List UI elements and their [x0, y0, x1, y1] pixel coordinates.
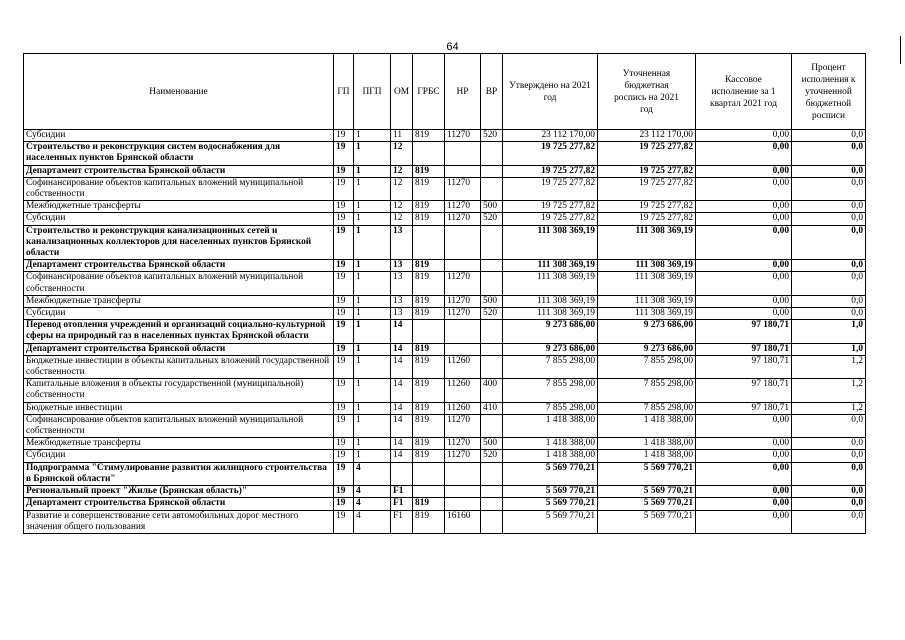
cell-pgp: 1: [354, 379, 391, 402]
cell-refined: 9 273 686,00: [598, 343, 696, 355]
cell-gp: 19: [334, 130, 354, 142]
cell-pgp: 1: [354, 295, 391, 307]
cell-gp: 19: [334, 272, 354, 295]
cell-cash: 0,00: [696, 260, 792, 272]
cell-approved: 111 308 369,19: [503, 295, 598, 307]
cell-vr: 500: [481, 201, 503, 213]
cell-name: Субсидии: [24, 308, 334, 320]
cell-np: [445, 498, 481, 510]
cell-vr: 500: [481, 295, 503, 307]
cell-om: [391, 462, 413, 485]
header-om: ОМ: [391, 54, 413, 130]
header-grbs: ГРБС: [413, 54, 445, 130]
cell-cash: 0,00: [696, 414, 792, 437]
cell-gp: 19: [334, 142, 354, 165]
cell-approved: 1 418 388,00: [503, 414, 598, 437]
cell-percent: 0,0: [792, 142, 866, 165]
cell-np: [445, 343, 481, 355]
cell-vr: [481, 165, 503, 177]
cell-refined: 19 725 277,82: [598, 165, 696, 177]
cell-cash: 0,00: [696, 201, 792, 213]
cell-approved: 5 569 770,21: [503, 498, 598, 510]
cell-pgp: 1: [354, 142, 391, 165]
cell-name: Строительство и реконструкция канализационных сетей и канализационных коллекторов для населенных пунктов Брянской области: [24, 225, 334, 260]
cell-gp: 19: [334, 379, 354, 402]
cell-percent: 1,2: [792, 402, 866, 414]
cell-pgp: 1: [354, 438, 391, 450]
cell-cash: 0,00: [696, 272, 792, 295]
table-row: [24, 177, 866, 200]
cell-grbs: [413, 462, 445, 485]
cell-grbs: 819: [413, 130, 445, 142]
cell-np: 11260: [445, 379, 481, 402]
cell-vr: 400: [481, 379, 503, 402]
cell-vr: [481, 486, 503, 498]
cell-np: [445, 142, 481, 165]
header-vr: ВР: [481, 54, 503, 130]
cell-cash: 0,00: [696, 450, 792, 462]
cell-gp: 19: [334, 510, 354, 533]
cell-refined: 5 569 770,21: [598, 498, 696, 510]
cell-gp: 19: [334, 177, 354, 200]
cell-om: 12: [391, 142, 413, 165]
cell-name: Межбюджетные трансферты: [24, 295, 334, 307]
cell-approved: 5 569 770,21: [503, 486, 598, 498]
cell-pgp: 4: [354, 486, 391, 498]
cell-om: F1: [391, 510, 413, 533]
cell-cash: 0,00: [696, 213, 792, 225]
cell-pgp: 1: [354, 414, 391, 437]
cell-vr: [481, 462, 503, 485]
cell-name: Субсидии: [24, 130, 334, 142]
cell-approved: 9 273 686,00: [503, 343, 598, 355]
cell-refined: 111 308 369,19: [598, 260, 696, 272]
cell-grbs: [413, 320, 445, 343]
cell-grbs: 819: [413, 438, 445, 450]
cell-grbs: 819: [413, 402, 445, 414]
cell-np: 11270: [445, 201, 481, 213]
cell-approved: 111 308 369,19: [503, 260, 598, 272]
cell-cash: 97 180,71: [696, 320, 792, 343]
cell-np: 11260: [445, 402, 481, 414]
cell-gp: 19: [334, 295, 354, 307]
cell-name: Софинансирование объектов капитальных вложений муниципальной собственности: [24, 414, 334, 437]
cell-refined: 111 308 369,19: [598, 225, 696, 260]
cell-vr: [481, 498, 503, 510]
cell-gp: 19: [334, 320, 354, 343]
table-row: [24, 295, 866, 307]
cell-pgp: 1: [354, 225, 391, 260]
cell-pgp: 1: [354, 130, 391, 142]
edge-mark: [900, 36, 901, 64]
cell-np: 11270: [445, 308, 481, 320]
cell-np: 11270: [445, 295, 481, 307]
cell-name: Межбюджетные трансферты: [24, 201, 334, 213]
cell-percent: 0,0: [792, 295, 866, 307]
cell-grbs: [413, 486, 445, 498]
table-row: [24, 438, 866, 450]
cell-cash: 97 180,71: [696, 379, 792, 402]
cell-refined: 5 569 770,21: [598, 462, 696, 485]
header-refined: Уточненная бюджетная роспись на 2021 год: [598, 54, 696, 130]
cell-grbs: 819: [413, 343, 445, 355]
cell-percent: 0,0: [792, 201, 866, 213]
cell-om: F1: [391, 486, 413, 498]
cell-np: 11270: [445, 450, 481, 462]
cell-name: Субсидии: [24, 450, 334, 462]
cell-np: 11270: [445, 272, 481, 295]
cell-np: [445, 462, 481, 485]
cell-name: Строительство и реконструкция систем водоснабжения для населенных пунктов Брянской области: [24, 142, 334, 165]
cell-pgp: 1: [354, 213, 391, 225]
cell-om: 14: [391, 438, 413, 450]
cell-approved: 23 112 170,00: [503, 130, 598, 142]
cell-np: 11270: [445, 213, 481, 225]
cell-approved: 111 308 369,19: [503, 272, 598, 295]
cell-name: Подпрограмма "Стимулирование развития жилищного строительства в Брянской области": [24, 462, 334, 485]
cell-om: 12: [391, 165, 413, 177]
table-row: [24, 486, 866, 498]
cell-refined: 19 725 277,82: [598, 213, 696, 225]
cell-np: 11260: [445, 355, 481, 378]
cell-name: Региональный проект "Жилье (Брянская область)": [24, 486, 334, 498]
cell-pgp: 1: [354, 272, 391, 295]
cell-gp: 19: [334, 414, 354, 437]
cell-om: 12: [391, 177, 413, 200]
cell-grbs: 819: [413, 498, 445, 510]
cell-percent: 1,2: [792, 379, 866, 402]
cell-pgp: 1: [354, 343, 391, 355]
cell-approved: 5 569 770,21: [503, 510, 598, 533]
cell-gp: 19: [334, 308, 354, 320]
cell-cash: 0,00: [696, 498, 792, 510]
cell-pgp: 1: [354, 355, 391, 378]
cell-approved: 19 725 277,82: [503, 165, 598, 177]
cell-pgp: 4: [354, 498, 391, 510]
table-row: [24, 308, 866, 320]
header-pgp: ПГП: [354, 54, 391, 130]
table-row: [24, 402, 866, 414]
cell-np: 11270: [445, 177, 481, 200]
cell-vr: 520: [481, 308, 503, 320]
cell-name: Бюджетные инвестиции в объекты капитальных вложений государственной собственности: [24, 355, 334, 378]
table-row: [24, 510, 866, 533]
cell-cash: 0,00: [696, 486, 792, 498]
cell-vr: 520: [481, 130, 503, 142]
cell-percent: 1,0: [792, 320, 866, 343]
cell-om: 11: [391, 130, 413, 142]
header-row: [24, 54, 866, 130]
cell-vr: [481, 142, 503, 165]
cell-percent: 0,0: [792, 510, 866, 533]
cell-percent: 0,0: [792, 213, 866, 225]
table-row: [24, 213, 866, 225]
cell-om: 13: [391, 260, 413, 272]
cell-cash: 0,00: [696, 177, 792, 200]
cell-grbs: 819: [413, 510, 445, 533]
cell-name: Перевод отопления учреждений и организаций социально-культурной сферы на природный газ в населенных пунктах Брянской области: [24, 320, 334, 343]
cell-approved: 19 725 277,82: [503, 201, 598, 213]
cell-pgp: 1: [354, 308, 391, 320]
cell-pgp: 4: [354, 462, 391, 485]
cell-vr: [481, 272, 503, 295]
cell-cash: 0,00: [696, 308, 792, 320]
cell-grbs: [413, 225, 445, 260]
cell-vr: 520: [481, 450, 503, 462]
cell-vr: [481, 225, 503, 260]
cell-approved: 19 725 277,82: [503, 213, 598, 225]
cell-gp: 19: [334, 343, 354, 355]
header-approved: Утверждено на 2021 год: [503, 54, 598, 130]
cell-grbs: 819: [413, 308, 445, 320]
cell-om: 12: [391, 213, 413, 225]
cell-pgp: 1: [354, 165, 391, 177]
cell-percent: 1,0: [792, 343, 866, 355]
cell-refined: 111 308 369,19: [598, 308, 696, 320]
cell-percent: 0,0: [792, 130, 866, 142]
cell-om: 12: [391, 201, 413, 213]
cell-approved: 111 308 369,19: [503, 225, 598, 260]
cell-gp: 19: [334, 438, 354, 450]
cell-cash: 0,00: [696, 295, 792, 307]
cell-refined: 7 855 298,00: [598, 355, 696, 378]
cell-name: Департамент строительства Брянской области: [24, 343, 334, 355]
cell-gp: 19: [334, 486, 354, 498]
cell-gp: 19: [334, 498, 354, 510]
cell-approved: 1 418 388,00: [503, 438, 598, 450]
cell-cash: 0,00: [696, 438, 792, 450]
cell-grbs: 819: [413, 414, 445, 437]
cell-percent: 0,0: [792, 308, 866, 320]
table-row: [24, 165, 866, 177]
cell-cash: 0,00: [696, 165, 792, 177]
cell-approved: 19 725 277,82: [503, 177, 598, 200]
cell-pgp: 1: [354, 201, 391, 213]
cell-gp: 19: [334, 165, 354, 177]
cell-om: 14: [391, 450, 413, 462]
cell-percent: 0,0: [792, 165, 866, 177]
header-cash: Кассовое исполнение за 1 квартал 2021 год: [696, 54, 792, 130]
cell-gp: 19: [334, 260, 354, 272]
cell-refined: 1 418 388,00: [598, 414, 696, 437]
cell-vr: 500: [481, 438, 503, 450]
budget-table: [23, 53, 866, 534]
cell-cash: 0,00: [696, 142, 792, 165]
cell-name: Софинансирование объектов капитальных вложений муниципальной собственности: [24, 272, 334, 295]
cell-approved: 19 725 277,82: [503, 142, 598, 165]
cell-vr: [481, 343, 503, 355]
cell-np: 11270: [445, 414, 481, 437]
cell-percent: 0,0: [792, 272, 866, 295]
header-percent: Процент исполнения к уточненной бюджетной росписи: [792, 54, 866, 130]
cell-om: 13: [391, 225, 413, 260]
table-body: [24, 130, 866, 534]
cell-vr: [481, 260, 503, 272]
cell-gp: 19: [334, 462, 354, 485]
table-row: [24, 343, 866, 355]
cell-cash: 0,00: [696, 462, 792, 485]
table-row: [24, 225, 866, 260]
cell-name: Департамент строительства Брянской области: [24, 260, 334, 272]
cell-cash: 97 180,71: [696, 355, 792, 378]
table-row: [24, 379, 866, 402]
cell-np: [445, 486, 481, 498]
cell-name: Межбюджетные трансферты: [24, 438, 334, 450]
cell-vr: [481, 320, 503, 343]
cell-vr: [481, 177, 503, 200]
cell-approved: 7 855 298,00: [503, 379, 598, 402]
cell-om: 13: [391, 308, 413, 320]
cell-grbs: 819: [413, 213, 445, 225]
table-row: [24, 201, 866, 213]
cell-om: 13: [391, 272, 413, 295]
header-gp: ГП: [334, 54, 354, 130]
cell-grbs: 819: [413, 450, 445, 462]
cell-percent: 0,0: [792, 260, 866, 272]
cell-gp: 19: [334, 450, 354, 462]
table-row: [24, 462, 866, 485]
cell-grbs: 819: [413, 201, 445, 213]
cell-percent: 0,0: [792, 498, 866, 510]
cell-om: 14: [391, 343, 413, 355]
cell-refined: 19 725 277,82: [598, 177, 696, 200]
cell-percent: 0,0: [792, 414, 866, 437]
cell-grbs: [413, 142, 445, 165]
cell-om: 14: [391, 320, 413, 343]
cell-approved: 1 418 388,00: [503, 450, 598, 462]
cell-pgp: 4: [354, 510, 391, 533]
cell-grbs: 819: [413, 379, 445, 402]
cell-gp: 19: [334, 402, 354, 414]
table-row: [24, 260, 866, 272]
cell-om: 14: [391, 414, 413, 437]
cell-percent: 0,0: [792, 225, 866, 260]
cell-np: [445, 165, 481, 177]
cell-approved: 7 855 298,00: [503, 402, 598, 414]
cell-cash: 0,00: [696, 225, 792, 260]
cell-vr: 520: [481, 213, 503, 225]
cell-np: 11270: [445, 130, 481, 142]
cell-vr: [481, 510, 503, 533]
cell-name: Субсидии: [24, 213, 334, 225]
cell-refined: 5 569 770,21: [598, 486, 696, 498]
cell-vr: [481, 414, 503, 437]
cell-grbs: 819: [413, 177, 445, 200]
cell-name: Развитие и совершенствование сети автомобильных дорог местного значения общего пользования: [24, 510, 334, 533]
cell-refined: 19 725 277,82: [598, 142, 696, 165]
cell-percent: 1,2: [792, 355, 866, 378]
cell-gp: 19: [334, 225, 354, 260]
cell-cash: 0,00: [696, 130, 792, 142]
cell-om: 14: [391, 402, 413, 414]
table-row: [24, 498, 866, 510]
table-row: [24, 142, 866, 165]
cell-name: Бюджетные инвестиции: [24, 402, 334, 414]
cell-name: Софинансирование объектов капитальных вложений муниципальной собственности: [24, 177, 334, 200]
cell-percent: 0,0: [792, 450, 866, 462]
cell-name: Департамент строительства Брянской области: [24, 165, 334, 177]
page-number: 64: [446, 41, 459, 53]
table-row: [24, 320, 866, 343]
cell-gp: 19: [334, 213, 354, 225]
cell-np: [445, 260, 481, 272]
header-name: Наименование: [24, 54, 334, 130]
cell-pgp: 1: [354, 450, 391, 462]
cell-refined: 23 112 170,00: [598, 130, 696, 142]
cell-refined: 7 855 298,00: [598, 379, 696, 402]
cell-pgp: 1: [354, 320, 391, 343]
cell-refined: 5 569 770,21: [598, 510, 696, 533]
cell-percent: 0,0: [792, 177, 866, 200]
cell-grbs: 819: [413, 295, 445, 307]
cell-np: [445, 225, 481, 260]
cell-approved: 111 308 369,19: [503, 308, 598, 320]
cell-name: Департамент строительства Брянской области: [24, 498, 334, 510]
cell-refined: 19 725 277,82: [598, 201, 696, 213]
cell-grbs: 819: [413, 165, 445, 177]
cell-cash: 0,00: [696, 510, 792, 533]
cell-om: F1: [391, 498, 413, 510]
cell-cash: 97 180,71: [696, 402, 792, 414]
cell-approved: 5 569 770,21: [503, 462, 598, 485]
cell-np: 16160: [445, 510, 481, 533]
cell-approved: 7 855 298,00: [503, 355, 598, 378]
cell-vr: 410: [481, 402, 503, 414]
cell-grbs: 819: [413, 355, 445, 378]
cell-gp: 19: [334, 355, 354, 378]
table-row: [24, 355, 866, 378]
cell-pgp: 1: [354, 177, 391, 200]
cell-np: 11270: [445, 438, 481, 450]
table-row: [24, 272, 866, 295]
cell-grbs: 819: [413, 272, 445, 295]
cell-np: [445, 320, 481, 343]
cell-om: 14: [391, 379, 413, 402]
cell-vr: [481, 355, 503, 378]
cell-pgp: 1: [354, 402, 391, 414]
cell-om: 13: [391, 295, 413, 307]
table-row: [24, 130, 866, 142]
cell-refined: 9 273 686,00: [598, 320, 696, 343]
cell-refined: 7 855 298,00: [598, 402, 696, 414]
cell-percent: 0,0: [792, 462, 866, 485]
cell-om: 14: [391, 355, 413, 378]
cell-name: Капитальные вложения в объекты государственной (муниципальной) собственности: [24, 379, 334, 402]
cell-approved: 9 273 686,00: [503, 320, 598, 343]
header-np: НР: [445, 54, 481, 130]
cell-pgp: 1: [354, 260, 391, 272]
cell-refined: 1 418 388,00: [598, 450, 696, 462]
cell-grbs: 819: [413, 260, 445, 272]
table-row: [24, 450, 866, 462]
cell-percent: 0,0: [792, 486, 866, 498]
cell-refined: 111 308 369,19: [598, 272, 696, 295]
cell-refined: 111 308 369,19: [598, 295, 696, 307]
cell-cash: 97 180,71: [696, 343, 792, 355]
cell-refined: 1 418 388,00: [598, 438, 696, 450]
cell-percent: 0,0: [792, 438, 866, 450]
cell-gp: 19: [334, 201, 354, 213]
table-row: [24, 414, 866, 437]
